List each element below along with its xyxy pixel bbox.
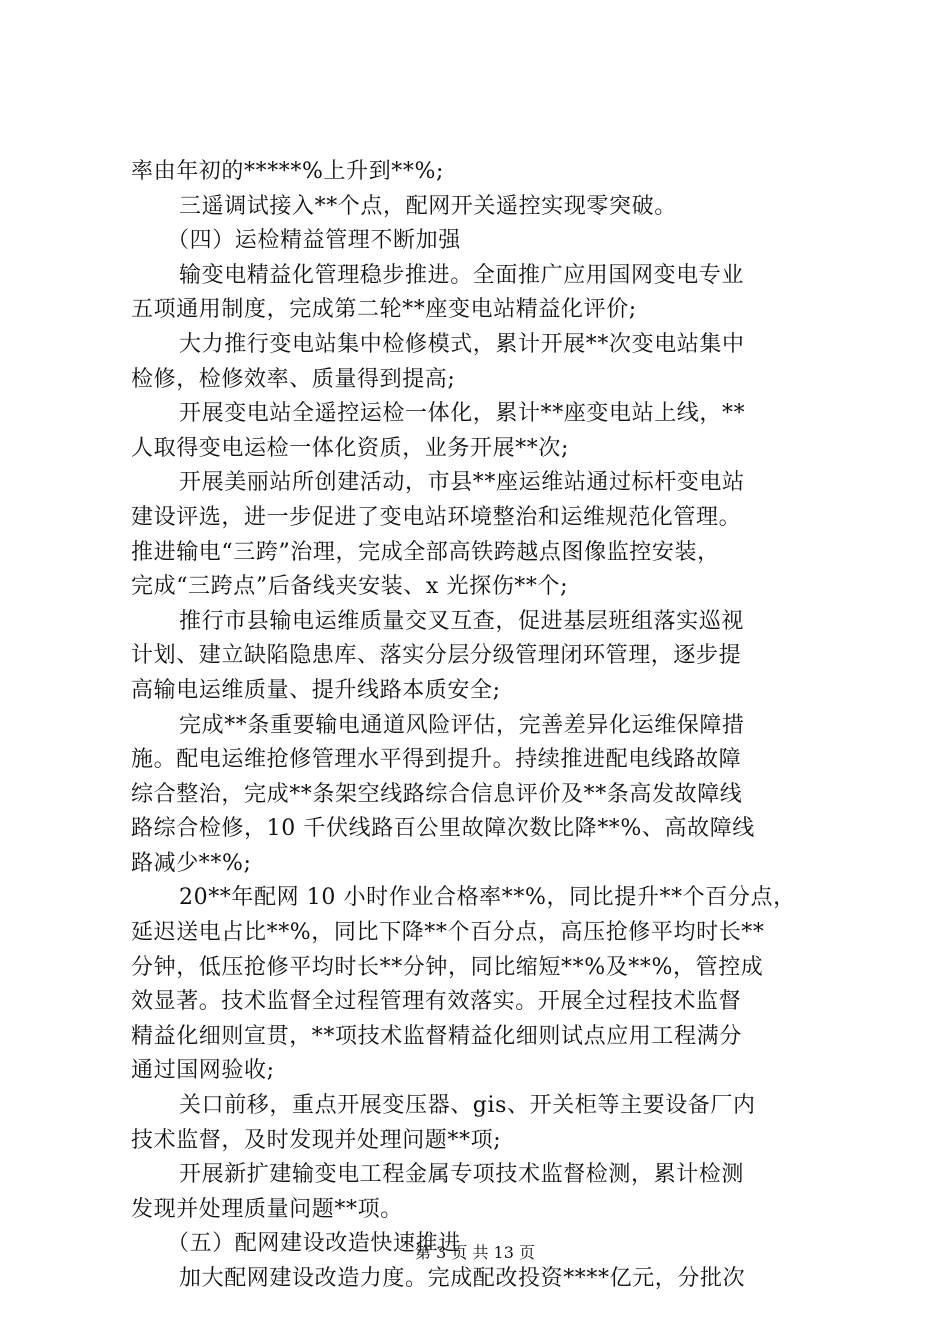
text-line: 建设评选，进一步促进了变电站环境整治和运维规范化管理。 [131, 504, 742, 530]
text-line: 技术监督，及时发现并处理问题**项; [131, 1127, 502, 1153]
text-line: 人取得变电运检一体化资质，业务开展**次; [131, 435, 570, 461]
text-line: 开展新扩建输变电工程金属专项技术监督检测，累计检测 [179, 1162, 745, 1188]
text-line: 施。配电运维抢修管理水平得到提升。持续推进配电线路故障 [131, 747, 742, 773]
text-line: 通过国网验收; [131, 1058, 275, 1084]
text-line: 检修，检修效率、质量得到提高; [131, 366, 456, 392]
text-line: 完成**条重要输电通道风险评估，完善差异化运维保障措 [179, 712, 745, 738]
text-line: 推行市县输电运维质量交叉互查，促进基层班组落实巡视 [179, 608, 745, 634]
text-line: 大力推行变电站集中检修模式，累计开展**次变电站集中 [179, 331, 745, 357]
text-line: 路综合检修，10 千伏线路百公里故障次数比降**%、高故障线 [131, 816, 755, 842]
text-line: 率由年初的*****%上升到**%; [131, 159, 445, 184]
text-line: 延迟送电占比**%，同比下降**个百分点，高压抢修平均时长** [131, 920, 765, 946]
page-number-footer: 第 3 页 共 13 页 [415, 1243, 535, 1262]
text-line: 加大配网建设改造力度。完成配改投资****亿元，分批次 [179, 1266, 746, 1291]
text-line: 开展美丽站所创建活动，市县**座运维站通过标杆变电站 [179, 470, 745, 496]
text-line: 高输电运维质量、提升线路本质安全; [131, 677, 501, 703]
text-line: 五项通用制度，完成第二轮**座变电站精益化评价; [131, 297, 637, 323]
text-line: 精益化细则宣贯，**项技术监督精益化细则试点应用工程满分 [131, 1023, 742, 1049]
text-line: 路减少**%; [131, 850, 252, 876]
text-line: 发现并处理质量问题**项。 [131, 1196, 403, 1222]
text-line: 输变电精益化管理稳步推进。全面推广应用国网变电专业 [179, 262, 745, 288]
text-line: 推进输电“三跨”治理，完成全部高铁跨越点图像监控安装， [131, 539, 720, 565]
text-line: 综合整治，完成**条架空线路综合信息评价及**条高发故障线 [131, 781, 743, 807]
text-line: 三遥调试接入**个点，配网开关遥控实现零突破。 [179, 193, 677, 219]
text-line: 分钟，低压抢修平均时长**分钟，同比缩短**%及**%，管控成 [131, 954, 764, 980]
text-line: 开展变电站全遥控运检一体化，累计**座变电站上线，** [179, 401, 746, 427]
text-line: 效显著。技术监督全过程管理有效落实。开展全过程技术监督 [131, 989, 742, 1015]
section-heading: （四）运检精益管理不断加强 [167, 228, 461, 254]
section-heading: （五）配网建设改造快速推进 [167, 1231, 461, 1257]
text-line: 关口前移，重点开展变压器、gis、开关柜等主要设备厂内 [179, 1093, 756, 1119]
text-line: 计划、建立缺陷隐患库、落实分层分级管理闭环管理，逐步提 [131, 643, 742, 669]
text-line: 完成“三跨点”后备线夹安装、x 光探伤**个; [131, 574, 569, 600]
text-line: 20**年配网 10 小时作业合格率**%，同比提升**个百分点， [179, 885, 796, 911]
body-text [131, 155, 831, 1297]
